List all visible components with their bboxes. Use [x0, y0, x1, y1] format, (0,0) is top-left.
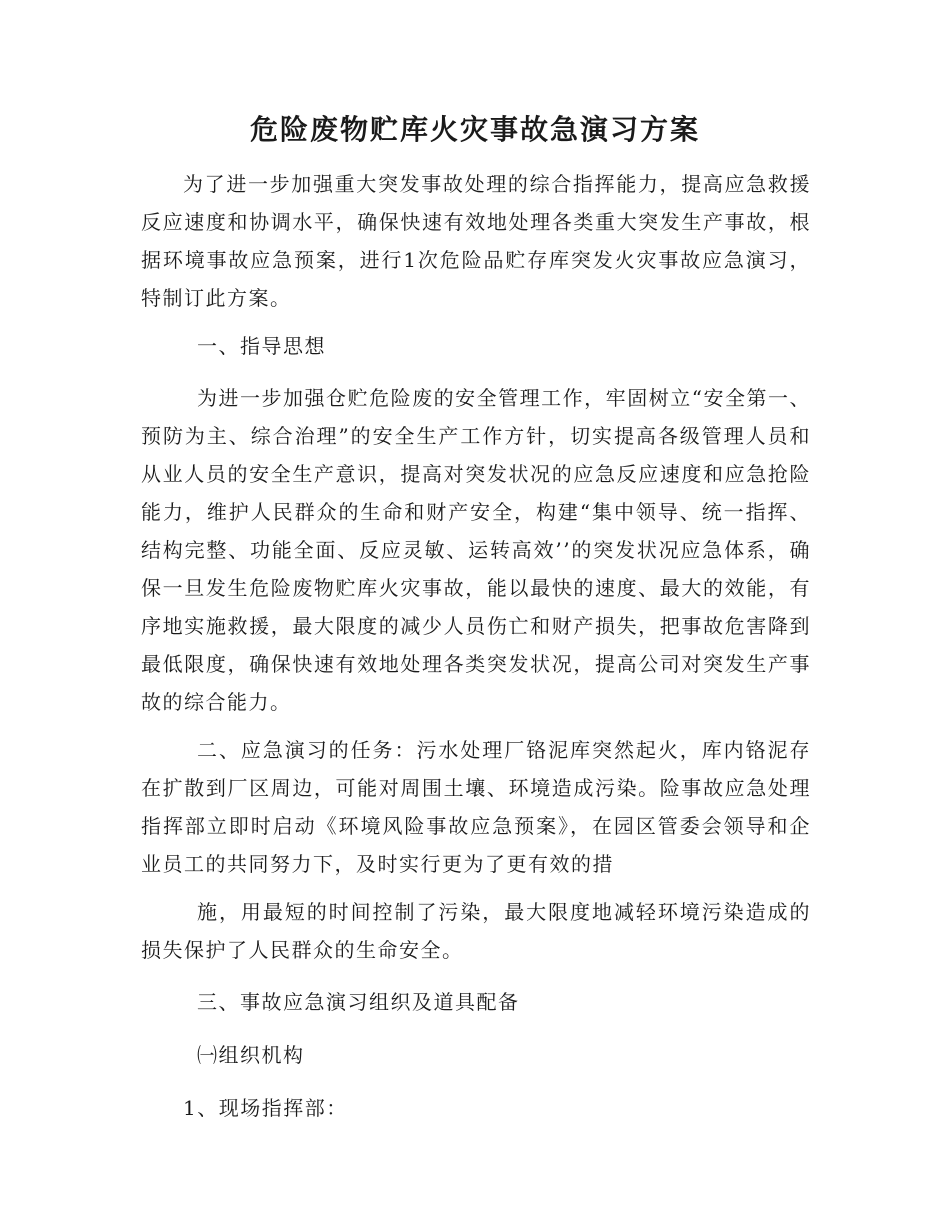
- section-2-body: 二、应急演习的任务：污水处理厂铬泥库突然起火，库内铬泥存在扩散到厂区周边，可能对周围土壤、环境造成污染。险事故应急处理指挥部立即时启动《环境风险事故应急预案》，在园区管委会领导和企业员工的共同努力下，及时实行更为了更有效的措: [141, 738, 811, 876]
- document-title: 危险废物贮库火灾事故急演习方案: [249, 113, 700, 146]
- section-2-continuation: 施，用最短的时间控制了污染，最大限度地减轻环境污染造成的损失保护了人民群众的生命安全。: [141, 900, 811, 962]
- section-1-heading: 一、指导思想: [197, 334, 326, 358]
- intro-paragraph: 为了进一步加强重大突发事故处理的综合指挥能力，提高应急救援反应速度和协调水平，确保快速有效地处理各类重大突发生产事故，根据环境事故应急预案，进行1次危险品贮存库突发火灾事故应急演习，特制订此方案。: [141, 172, 811, 310]
- subsection-1-heading: ㈠组织机构: [197, 1043, 305, 1067]
- item-1-heading: 1、现场指挥部：: [183, 1096, 348, 1120]
- section-3-heading: 三、事故应急演习组织及道具配备: [197, 990, 520, 1014]
- section-1-body: 为进一步加强仓贮危险废的安全管理工作，牢固树立“安全第一、预防为主、综合治理”的安全生产工作方针，切实提高各级管理人员和从业人员的安全生产意识，提高对突发状况的应急反应速度和应急抢险能力，维护人民群众的生命和财产安全，构建“集中领导、统一指挥、结构完整、功能全面、反应灵敏、运转高效’’的突发状况应急体系，确保一旦发生危险废物贮库火灾事故，能以最快的速度、最大的效能，有序地实施救援，最大限度的减少人员伤亡和财产损失，把事故危害降到最低限度，确保快速有效地处理各类突发状况，提高公司对突发生产事故的综合能力。: [141, 386, 811, 714]
